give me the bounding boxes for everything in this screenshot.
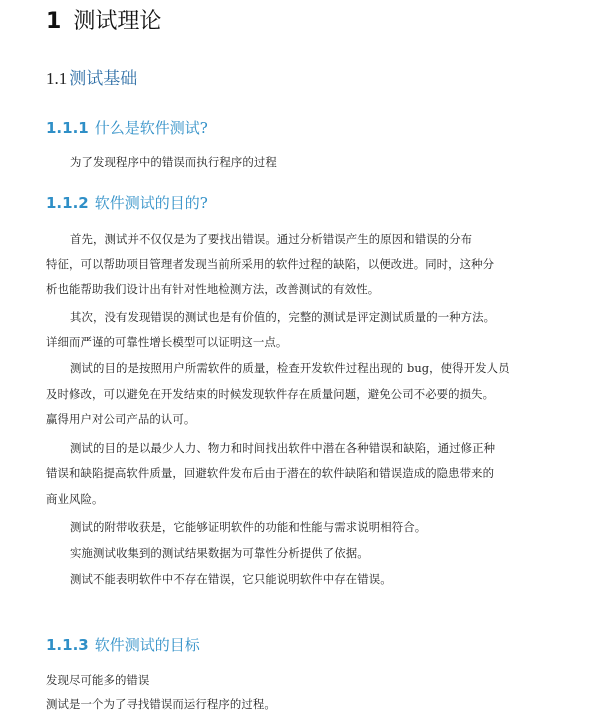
- paragraph-line: 测试的附带收获是，它能够证明软件的功能和性能与需求说明相符合。: [70, 520, 427, 534]
- paragraph-line: 实施测试收集到的测试结果数据为可靠性分析提供了依据。: [70, 546, 369, 560]
- paragraph-line: 析也能帮助我们设计出有针对性地检测方法，改善测试的有效性。: [46, 282, 380, 296]
- subsection-heading-2: [46, 193, 208, 213]
- paragraph-line: 赢得用户对公司产品的认可。: [46, 412, 196, 426]
- chapter-heading: [46, 8, 161, 36]
- subsection-title: 什么是软件测试?: [94, 119, 208, 137]
- paragraph-line: 测试的目的是以最少人力、物力和时间找出软件中潜在各种错误和缺陷，通过修正种: [70, 441, 496, 455]
- subsection-heading-3: [46, 635, 200, 655]
- subsection-title: 软件测试的目标: [94, 636, 200, 654]
- paragraph-line: 特征，可以帮助项目管理者发现当前所采用的软件过程的缺陷，以便改进。同时，这种分: [46, 257, 495, 271]
- paragraph-line: 其次，没有发现错误的测试也是有价值的，完整的测试是评定测试质量的一种方法。: [70, 310, 496, 324]
- chapter-number: 1: [46, 9, 62, 34]
- paragraph-line: 测试不能表明软件中不存在错误，它只能说明软件中存在错误。: [70, 572, 392, 586]
- section-number: 1.1: [46, 69, 68, 88]
- paragraph-line: 详细而严谨的可靠性增长模型可以证明这一点。: [46, 335, 288, 349]
- section-heading: [46, 68, 137, 90]
- subsection-title: 软件测试的目的?: [94, 194, 208, 212]
- section-title: 测试基础: [69, 69, 138, 89]
- paragraph-line: 错误和缺陷提高软件质量，回避软件发布后由于潜在的软件缺陷和错误造成的隐患带来的: [46, 466, 495, 480]
- paragraph-line: 商业风险。: [46, 492, 104, 506]
- subsection-number: 1.1.1: [46, 119, 89, 137]
- paragraph-line: 测试是一个为了寻找错误而运行程序的过程。: [46, 697, 276, 711]
- chapter-title: 测试理论: [73, 9, 162, 34]
- paragraph-line: 为了发现程序中的错误而执行程序的过程: [70, 155, 277, 169]
- subsection-heading-1: [46, 118, 208, 138]
- paragraph-line: 首先，测试并不仅仅是为了要找出错误。通过分析错误产生的原因和错误的分布: [70, 232, 473, 246]
- subsection-number: 1.1.3: [46, 636, 89, 654]
- paragraph-line: 及时修改，可以避免在开发结束的时候发现软件存在质量问题，避免公司不必要的损失。: [46, 387, 495, 401]
- paragraph-line: 测试的目的是按照用户所需软件的质量，检查开发软件过程出现的 bug，使得开发人员: [70, 361, 510, 375]
- paragraph-line: 发现尽可能多的错误: [46, 673, 150, 687]
- subsection-number: 1.1.2: [46, 194, 89, 212]
